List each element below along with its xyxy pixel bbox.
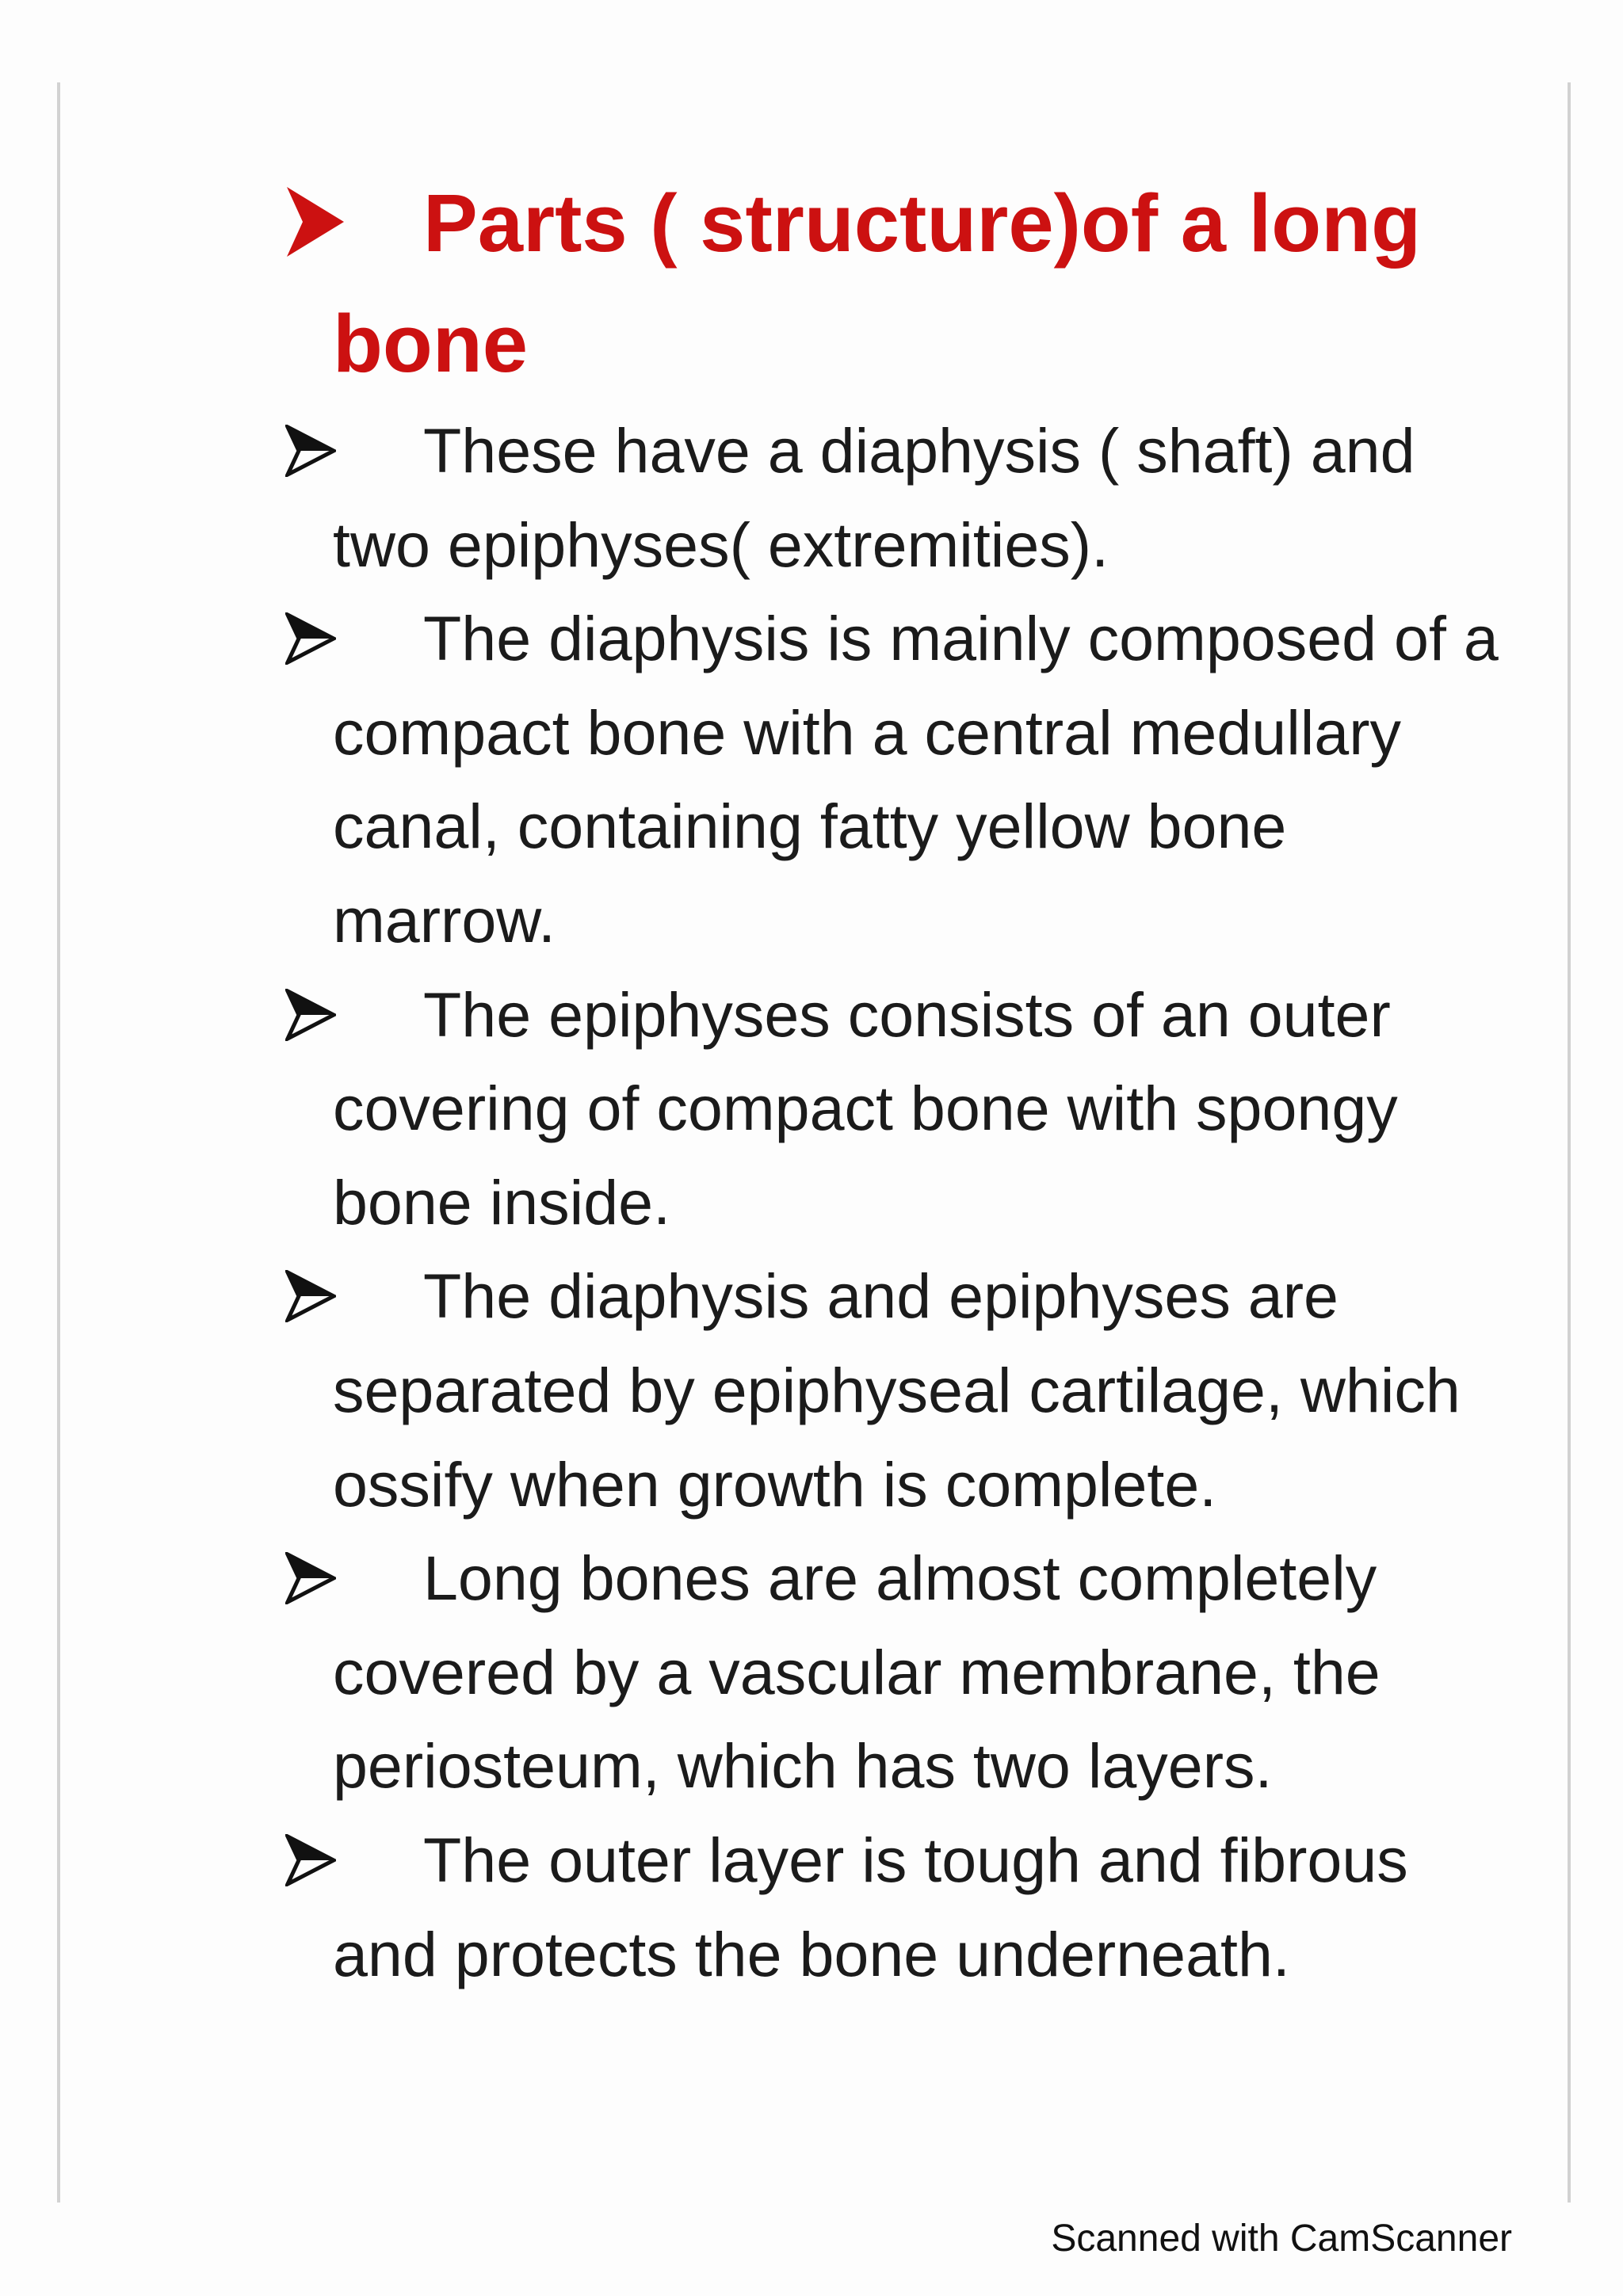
list-item — [285, 968, 1506, 1250]
arrowhead-bullet-icon — [285, 989, 336, 1041]
arrowhead-bullet-icon — [285, 1552, 336, 1604]
bullet-text: The diaphysis is mainly composed of a compact bone with a central medullary canal, containing fatty yellow bone marrow. — [333, 603, 1499, 955]
bullet-text: The diaphysis and epiphyses are separated by epiphyseal cartilage, which ossify when growth is complete. — [333, 1261, 1461, 1520]
bullet-text: The outer layer is tough and fibrous and protects the bone underneath. — [333, 1824, 1408, 1989]
arrowhead-bullet-icon — [285, 1834, 336, 1886]
list-item — [285, 1814, 1506, 2001]
heading-text: Parts ( structure)of a long bone — [333, 177, 1422, 389]
arrowhead-bullet-icon — [285, 1270, 336, 1322]
document-content — [285, 163, 1506, 2001]
scanner-watermark: Scanned with CamScanner — [1051, 2218, 1512, 2260]
bullet-text: The epiphyses consists of an outer covering of compact bone with spongy bone inside. — [333, 978, 1398, 1238]
list-item — [285, 1531, 1506, 1814]
list-item — [285, 404, 1506, 592]
bullet-text: Long bones are almost completely covered by a vascular membrane, the periosteum, which has two layers. — [333, 1543, 1381, 1802]
bullet-text: These have a diaphysis ( shaft) and two epiphyses( extremities). — [333, 415, 1415, 580]
arrowhead-bullet-icon — [285, 425, 336, 477]
page-edge-right — [1568, 82, 1571, 2203]
list-item — [285, 592, 1506, 967]
arrowhead-bullet-icon — [285, 612, 336, 665]
arrowhead-bullet-icon — [285, 184, 346, 260]
page-edge-left — [57, 82, 60, 2203]
bullet-list — [285, 404, 1506, 2001]
heading — [285, 163, 1506, 404]
list-item — [285, 1249, 1506, 1531]
